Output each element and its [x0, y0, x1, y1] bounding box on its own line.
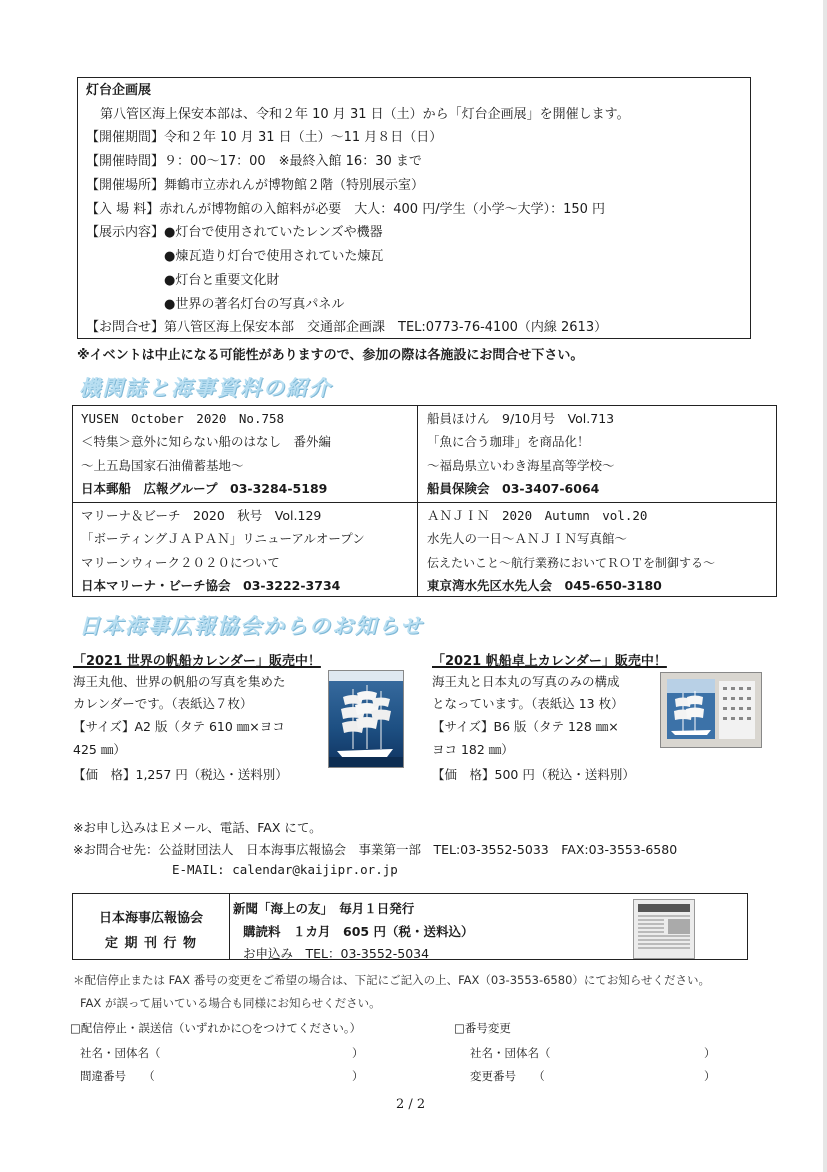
magazine-table — [72, 405, 777, 597]
magazine-line: 伝えたいこと～航行業務においてＲＯＴを制御する～ — [427, 556, 716, 570]
event-cancel-note: ※イベントは中止になる可能性がありますので、参加の際は各施設にお問合せ下さい。 — [77, 348, 584, 363]
bracket-close: ） — [352, 1069, 364, 1083]
calendar2-desc: 海王丸と日本丸の写真のみの構成 — [432, 674, 620, 689]
wrong-number-label: 間違番号 （ — [80, 1069, 155, 1083]
lighthouse-inquiry: 【お問合せ】第八管区海上保安本部 交通部企画課 TEL:0773-76-4100（内線 2613） — [86, 320, 608, 335]
fax-change-note: ＊配信停止または FAX 番号の変更をご希望の場合は、下記にご記入の上、FAX（03-3553-6580）にてお知らせください。 — [73, 973, 711, 987]
fax-misdelivery-note: FAX が誤って届いている場合も同様にお知らせください。 — [80, 996, 381, 1010]
magazine-line: 「ボーティングＪＡＰＡＮ」リニューアルオープン — [81, 531, 365, 546]
exhibit-item: ●灯台と重要文化財 — [164, 273, 280, 288]
calendar2-size: ヨコ 182 ㎜） — [432, 742, 514, 757]
bracket-close: ） — [352, 1046, 364, 1060]
magazine-publisher: 日本マリーナ・ビーチ協会 03-3222-3734 — [81, 578, 341, 593]
magazine-cell-yusen — [73, 406, 413, 502]
lighthouse-hours: 【開催時間】９：00～17：00 ※最終入館 16：30 まで — [86, 154, 422, 169]
section-heading-notices: 日本海事広報協会からのお知らせ — [79, 614, 424, 638]
section-heading-magazines: 機関誌と海事資料の紹介 — [79, 376, 332, 400]
magazine-publisher: 東京湾水先区水先人会 045-650-3180 — [427, 578, 662, 593]
page-number: 2 / 2 — [396, 1097, 426, 1112]
calendar1-desc: 海王丸他、世界の帆船の写真を集めた — [73, 674, 286, 689]
lighthouse-intro: 第八管区海上保安本部は、令和２年 10 月 31 日（土）から「灯台企画展」を開催します。 — [100, 107, 630, 122]
magazine-title: マリーナ＆ビーチ 2020 秋号 Vol.129 — [81, 508, 322, 523]
exhibit-item: ●煉瓦造り灯台で使用されていた煉瓦 — [164, 249, 384, 264]
desk-calendar-icon — [661, 673, 761, 747]
bracket-close: ） — [704, 1046, 716, 1060]
calendar2-size: 【サイズ】B6 版（タテ 128 ㎜× — [432, 719, 619, 734]
magazine-title: YUSEN October 2020 No.758 — [81, 411, 285, 426]
periodical-org: 日本海事広報協会 — [98, 911, 203, 926]
page-edge — [823, 0, 827, 1172]
periodical-box — [72, 893, 748, 960]
magazine-title: 船員ほけん 9/10月号 Vol.713 — [427, 411, 615, 426]
calendar1-price: 【価 格】1,257 円（税込・送料別） — [73, 767, 288, 782]
calendar1-image — [328, 670, 404, 768]
magazine-publisher: 日本郵船 広報グループ 03-3284-5189 — [81, 481, 328, 496]
calendar2-image — [660, 672, 762, 748]
magazine-line: ～福島県立いわき海星高等学校～ — [427, 458, 615, 473]
exhibit-item: ●灯台で使用されていたレンズや機器 — [164, 225, 383, 240]
magazine-line: 水先人の一日～ＡＮＪＩＮ写真館～ — [427, 531, 628, 546]
lighthouse-exhibition-box — [77, 77, 751, 339]
apply-note: ※お申し込みはＥメール、電話、FAX にて。 — [73, 820, 322, 835]
newspaper-apply: お申込み TEL：03-3552-5034 — [243, 946, 430, 961]
calendar1-size: 425 ㎜） — [73, 742, 126, 757]
table-divider — [417, 406, 418, 596]
inquiry-line: ※お問合せ先：公益財団法人 日本海事広報協会 事業第一部 TEL:03-3552-5033 FAX:03-3553-6580 — [73, 842, 678, 857]
lighthouse-period: 【開催期間】令和２年 10 月 31 日（土）～11 月８日（日） — [86, 130, 443, 145]
calendar1-size: 【サイズ】A2 版（タテ 610 ㎜×ヨコ — [73, 719, 285, 734]
calendar2-price: 【価 格】500 円（税込・送料別） — [432, 767, 635, 782]
lighthouse-venue: 【開催場所】舞鶴市立赤れんが博物館２階（特別展示室） — [86, 178, 425, 193]
stop-delivery-checkbox-label[interactable]: □配信停止・誤送信（いずれかに○をつけてください。） — [70, 1021, 362, 1035]
lighthouse-fee: 【入 場 料】赤れんが博物館の入館料が必要 大人：400 円/学生（小学～大学）：150 円 — [86, 202, 606, 217]
magazine-line: ～上五島国家石油備蓄基地～ — [81, 458, 244, 473]
magazine-cell-anjin — [419, 503, 759, 599]
changed-number-label: 変更番号 （ — [470, 1069, 545, 1083]
periodical-divider — [229, 894, 230, 959]
exhibit-item: ●世界の著名灯台の写真パネル — [164, 297, 345, 312]
magazine-cell-marina-beach — [73, 503, 413, 599]
email-line: E-MAIL: calendar@kaijipr.or.jp — [172, 862, 398, 877]
magazine-publisher: 船員保険会 03-3407-6064 — [427, 481, 600, 496]
bracket-close: ） — [704, 1069, 716, 1083]
calendar1-desc: カレンダーです。（表紙込７枚） — [73, 696, 253, 711]
newspaper-icon — [634, 900, 694, 958]
calendar2-desc: となっています。（表紙込 13 枚） — [432, 696, 624, 711]
lighthouse-title: 灯台企画展 — [86, 83, 152, 98]
magazine-line: マリーンウィーク２０２０について — [81, 555, 280, 570]
periodical-label: 定 期 刊 行 物 — [104, 936, 198, 951]
newspaper-thumbnail — [633, 899, 695, 959]
lighthouse-exhibits-label: 【展示内容】 — [86, 225, 165, 240]
magazine-title: ＡＮＪＩＮ 2020 Autumn vol.20 — [427, 508, 648, 523]
calendar1-title: 「2021 世界の帆船カレンダー」販売中！ — [73, 654, 321, 669]
company-name-label: 社名・団体名（ — [80, 1046, 161, 1060]
company-name-label: 社名・団体名（ — [470, 1046, 551, 1060]
magazine-cell-senin-hoken — [419, 406, 759, 502]
magazine-line: 「魚に合う珈琲」を商品化！ — [427, 434, 590, 449]
magazine-line: ＜特集＞意外に知らない船のはなし 番外編 — [81, 434, 332, 449]
number-change-checkbox-label[interactable]: □番号変更 — [454, 1021, 511, 1035]
newspaper-fee: 購読料 １カ月 605 円（税・送料込） — [243, 924, 474, 939]
newspaper-title: 新聞「海上の友」 毎月１日発行 — [233, 901, 415, 916]
calendar2-title: 「2021 帆船卓上カレンダー」販売中！ — [432, 654, 667, 669]
sailing-ship-icon — [329, 671, 403, 767]
